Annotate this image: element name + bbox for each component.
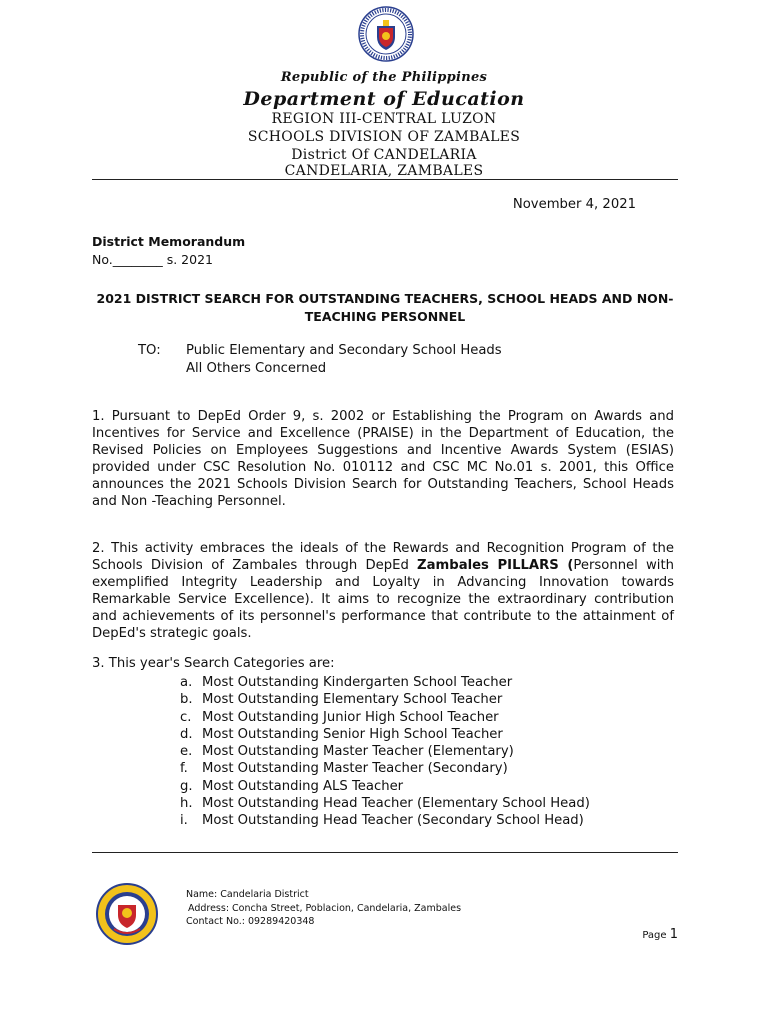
- paragraph-2-part-b: Personnel with exemplified Integrity Leadership and Loyalty in Advancing Innovation towards Remarkable Service Excellence). It aims to recognize the extraordinary contribution and achievements of its personnel's performance that contribute to the attainment of DepEd's strategic goals.: [92, 557, 675, 641]
- list-item: [180, 726, 590, 743]
- list-item: [180, 778, 590, 795]
- memo-date: November 4, 2021: [512, 197, 636, 212]
- list-item: [180, 760, 590, 777]
- footer-address: Address: Concha Street, Poblacion, Candelaria, Zambales: [188, 903, 462, 914]
- list-item: [180, 795, 590, 812]
- list-item: [180, 709, 590, 726]
- paragraph-2: [92, 541, 674, 642]
- paragraph-1: 1. Pursuant to DepEd Order 9, s. 2002 or Establishing the Program on Awards and Incentives for Service and Excellence (PRAISE) in the Department of Education, the Revised Policies on Employees Suggestions and Incentive Awards System (ESIAS) provided under CSC Resolution No. 010112 and CSC MC No.01 s. 2001, this Office announces the 2021 Schools Division Search for Outstanding Teachers, School Heads and Non -Teaching Personnel.: [92, 409, 674, 509]
- page-number: [642, 927, 678, 942]
- district-seal-icon: [96, 883, 158, 945]
- district-heading: District Of CANDELARIA: [291, 147, 477, 163]
- list-text: Most Outstanding Junior High School Teacher: [202, 709, 499, 725]
- list-text: Most Outstanding Head Teacher (Secondary School Head): [202, 813, 584, 829]
- list-letter: d.: [180, 726, 193, 742]
- page-label: Page: [642, 930, 667, 941]
- list-letter: g.: [180, 778, 193, 794]
- list-letter: b.: [180, 692, 193, 708]
- division-heading: SCHOOLS DIVISION OF ZAMBALES: [247, 129, 521, 145]
- list-text: Most Outstanding Head Teacher (Elementary School Head): [202, 796, 590, 812]
- list-text: Most Outstanding Master Teacher (Elementary): [202, 744, 514, 760]
- republic-heading: Republic of the Philippines: [280, 70, 488, 85]
- memo-title: District Memorandum: [92, 234, 246, 249]
- footer-name: Name: Candelaria District: [186, 889, 309, 900]
- memo-subject: 2021 DISTRICT SEARCH FOR OUTSTANDING TEACHERS, SCHOOL HEADS AND NON-TEACHING PERSONNEL: [96, 291, 674, 324]
- list-text: Most Outstanding Kindergarten School Teacher: [202, 675, 513, 690]
- list-item: [180, 691, 590, 708]
- region-heading: REGION III-CENTRAL LUZON: [271, 111, 497, 127]
- list-letter: c.: [180, 709, 192, 725]
- list-text: Most Outstanding ALS Teacher: [202, 778, 404, 794]
- list-item: [180, 674, 590, 691]
- category-list: [180, 674, 590, 830]
- list-item: [180, 743, 590, 760]
- footer-divider: [92, 852, 678, 853]
- list-text: Most Outstanding Elementary School Teacher: [202, 692, 503, 708]
- list-letter: e.: [180, 744, 193, 760]
- list-item: [180, 812, 590, 829]
- list-text: Most Outstanding Master Teacher (Secondary): [202, 761, 508, 777]
- to-label: TO:: [138, 343, 161, 358]
- recipient-1: Public Elementary and Secondary School Heads: [186, 343, 502, 358]
- list-letter: i.: [180, 813, 188, 829]
- paragraph-3: 3. This year's Search Categories are:: [92, 656, 335, 671]
- department-heading: Department of Education: [243, 88, 525, 110]
- municipality-heading: CANDELARIA, ZAMBALES: [284, 163, 484, 179]
- pillars-label: Zambales PILLARS (: [417, 557, 574, 573]
- page-number-value: 1: [669, 927, 678, 942]
- list-letter: a.: [180, 675, 193, 690]
- list-letter: h.: [180, 796, 193, 812]
- list-text: Most Outstanding Senior High School Teacher: [202, 726, 503, 742]
- memo-number: No.________ s. 2021: [92, 252, 213, 267]
- deped-seal-icon: [358, 6, 414, 62]
- paragraph-2-part-a: 2. This activity embraces the ideals of the Rewards and Recognition Program of the Schools Division of Zambales through DepEd: [92, 541, 674, 573]
- header-divider: [92, 179, 678, 180]
- list-letter: f.: [180, 761, 188, 777]
- footer-contact: Contact No.: 09289420348: [186, 916, 315, 927]
- recipient-2: All Others Concerned: [186, 361, 327, 376]
